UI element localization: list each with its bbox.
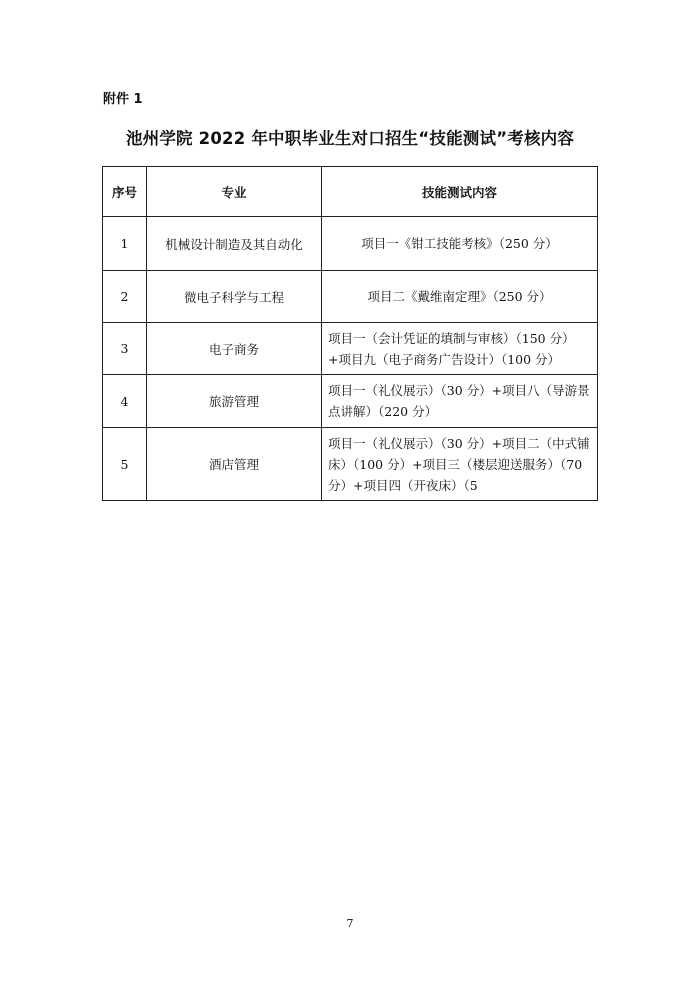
- page-title: 池州学院 2022 年中职毕业生对口招生“技能测试”考核内容: [125, 129, 575, 148]
- table-header-row: [103, 167, 598, 217]
- row-content: 项目一（礼仪展示）（30 分）+项目二（中式铺床）（100 分）+项目三（楼层迎送服务）（70 分）+项目四（开夜床）（5: [322, 428, 598, 501]
- table-row: [103, 323, 598, 375]
- table-row: [103, 271, 598, 323]
- row-major: 旅游管理: [147, 375, 322, 428]
- page-number: 7: [346, 917, 354, 930]
- row-major: 电子商务: [147, 323, 322, 375]
- row-no: 5: [103, 428, 147, 501]
- skills-test-table: [102, 166, 598, 501]
- row-no: 2: [103, 271, 147, 323]
- row-no: 3: [103, 323, 147, 375]
- table-row: [103, 217, 598, 271]
- header-no: 序号: [103, 167, 147, 217]
- row-major: 机械设计制造及其自动化: [147, 217, 322, 271]
- row-no: 1: [103, 217, 147, 271]
- header-major: 专业: [147, 167, 322, 217]
- row-content: 项目一（礼仪展示）（30 分）+项目八（导游景点讲解）（220 分）: [322, 375, 598, 428]
- row-major: 酒店管理: [147, 428, 322, 501]
- row-content: 项目一（会计凭证的填制与审核）（150 分）+项目九（电子商务广告设计）（100 分）: [322, 323, 598, 375]
- attachment-label: 附件 1: [103, 92, 143, 107]
- header-content: 技能测试内容: [322, 167, 598, 217]
- table-row: [103, 375, 598, 428]
- row-content: 项目二《戴维南定理》（250 分）: [322, 271, 598, 323]
- row-content: 项目一《钳工技能考核》（250 分）: [322, 217, 598, 271]
- table-row: [103, 428, 598, 501]
- row-no: 4: [103, 375, 147, 428]
- row-major: 微电子科学与工程: [147, 271, 322, 323]
